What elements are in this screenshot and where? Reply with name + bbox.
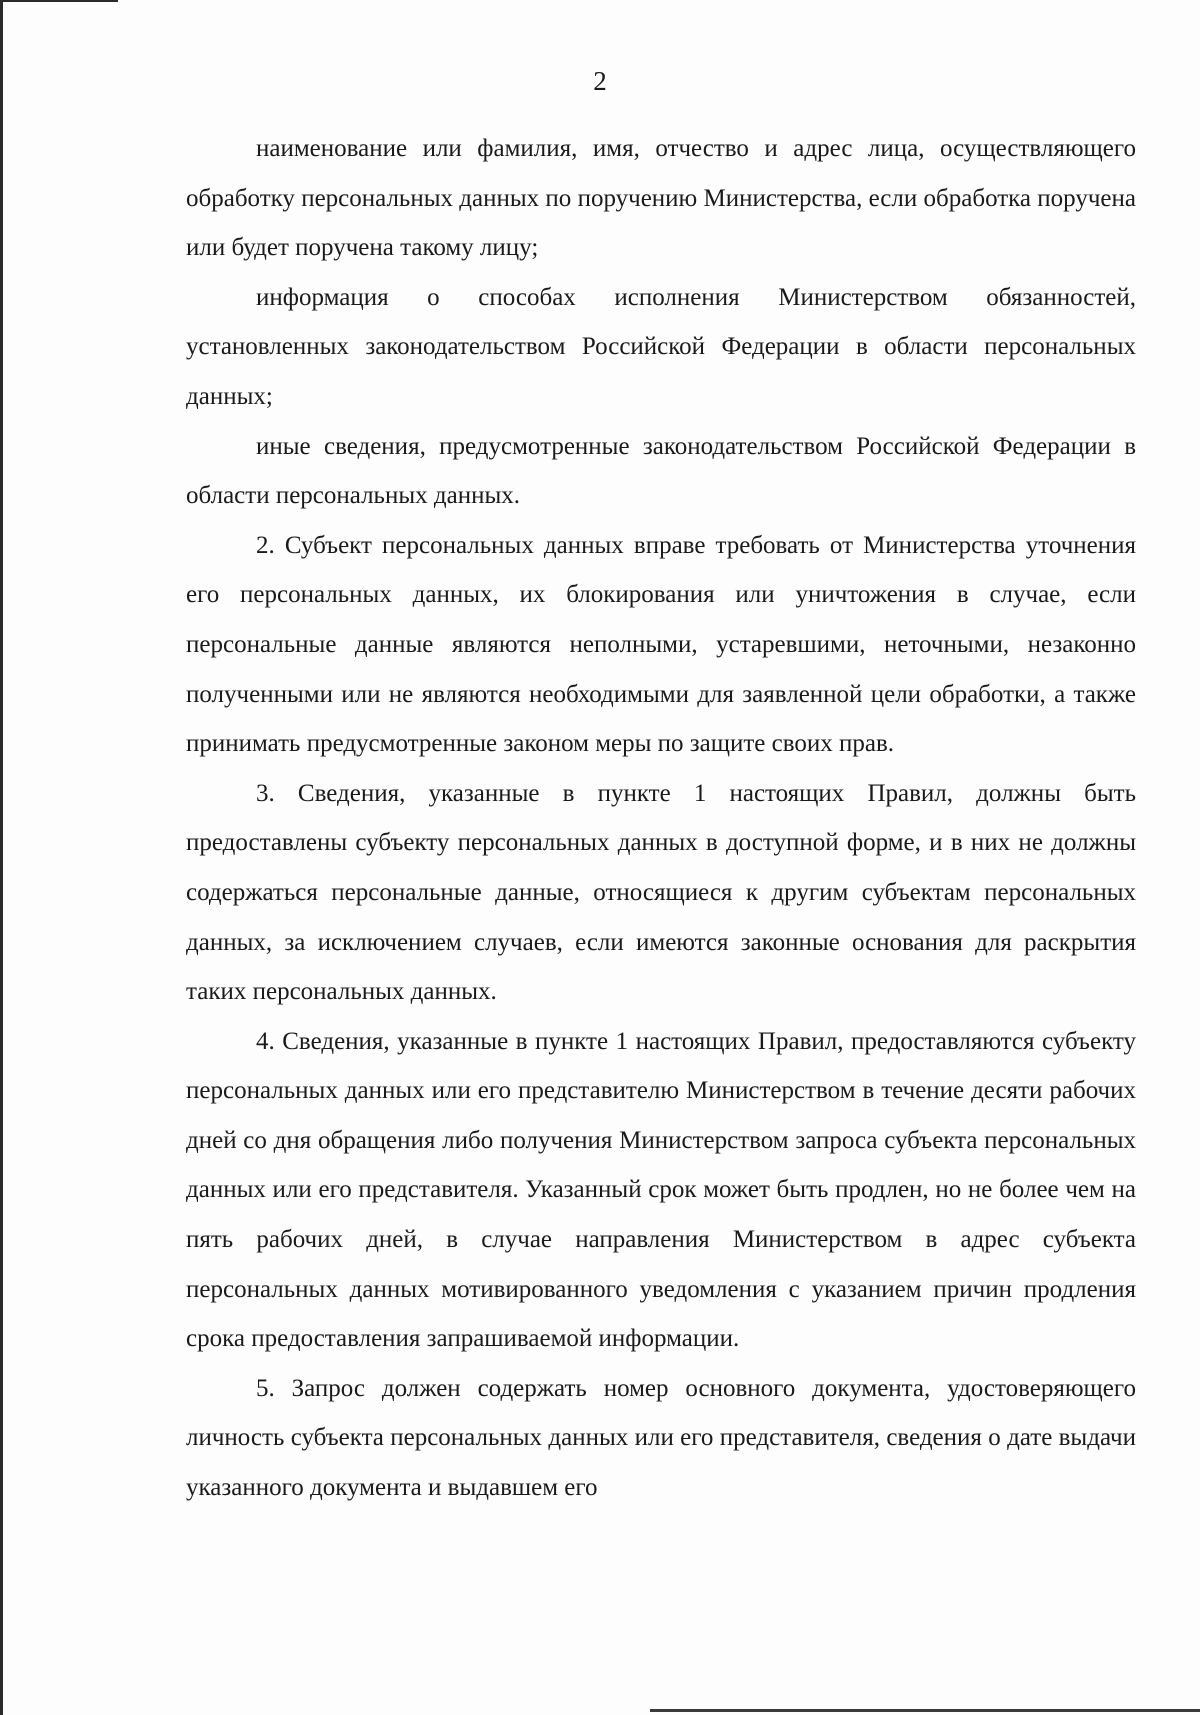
scan-edge-bottom [650, 1709, 1200, 1712]
document-body [186, 124, 1136, 1513]
paragraph-obligations-info: информация о способах исполнения Министерством обязанностей, установленных законодательством Российской Федерации в области персональных данных; [186, 283, 1136, 410]
paragraph-item-2: 2. Субъект персональных данных вправе требовать от Министерства уточнения его персональных данных, их блокирования или уничтожения в случае, если персональные данные являются неполными, устаревшими, неточными, незаконно полученными или не являются необходимыми для заявленной цели обработки, а также принимать предусмотренные законом меры по защите своих прав. [186, 531, 1136, 758]
page-number: 2 [593, 66, 607, 96]
paragraph-item-3: 3. Сведения, указанные в пункте 1 настоящих Правил, должны быть предоставлены субъекту персональных данных в доступной форме, и в них не должны содержаться персональные данные, относящиеся к другим субъектам персональных данных, за исключением случаев, если имеются законные основания для раскрытия таких персональных данных. [186, 779, 1136, 1006]
paragraph-item-5: 5. Запрос должен содержать номер основного документа, удостоверяющего личность субъекта персональных данных или его представителя, сведения о дате выдачи указанного документа и выдавшем его [186, 1374, 1136, 1502]
paragraph-other-info: иные сведения, предусмотренные законодательством Российской Федерации в области персональных данных. [186, 432, 1136, 510]
scan-edge-top [0, 0, 118, 2]
scan-edge-left [0, 0, 3, 1715]
paragraph-processor-name: наименование или фамилия, имя, отчество и адрес лица, осуществляющего обработку персональных данных по поручению Министерства, если обработка поручена или будет поручена такому лицу; [186, 135, 1136, 262]
paragraph-item-4: 4. Сведения, указанные в пункте 1 настоящих Правил, предоставляются субъекту персональных данных или его представителю Министерством в течение десяти рабочих дней со дня обращения либо получения Министерством запроса субъекта персональных данных или его представителя. Указанный срок может быть продлен, но не более чем на пять рабочих дней, в случае направления Министерством в адрес субъекта персональных данных мотивированного уведомления с указанием причин продления срока предоставления запрашиваемой информации. [186, 1027, 1136, 1353]
